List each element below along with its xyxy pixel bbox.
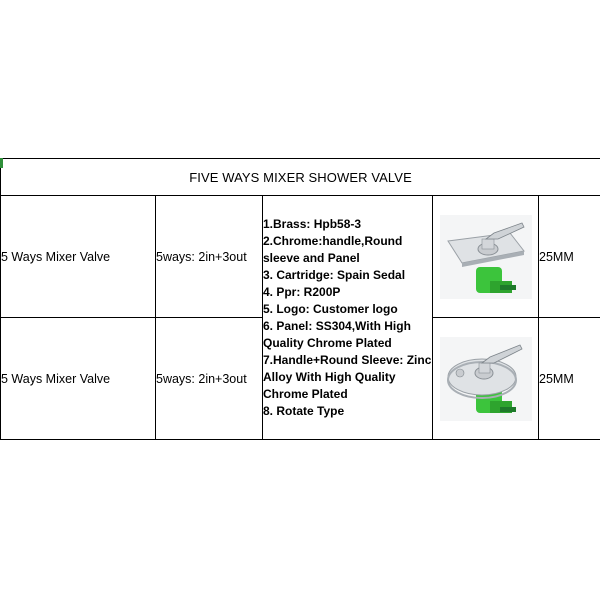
product-image-cell bbox=[433, 318, 539, 440]
ways-cell: 5ways: 2in+3out bbox=[156, 318, 263, 440]
spec-line: 8. Rotate Type bbox=[263, 403, 345, 418]
table-title: FIVE WAYS MIXER SHOWER VALVE bbox=[1, 159, 600, 196]
spec-list-cell bbox=[263, 196, 433, 440]
size-cell: 25MM bbox=[539, 196, 600, 318]
size-cell: 25MM bbox=[539, 318, 600, 440]
spec-line: 5. Logo: Customer logo bbox=[263, 301, 398, 316]
spec-line: 7.Handle+Round Sleeve: Zinc Alloy With High Quality Chrome Plated bbox=[263, 352, 432, 401]
round-panel-mixer-valve-photo bbox=[440, 337, 532, 421]
product-name-cell: 5 Ways Mixer Valve bbox=[1, 318, 156, 440]
spec-line: 6. Panel: SS304,With High Quality Chrome Plated bbox=[263, 318, 411, 350]
green-marker bbox=[0, 158, 3, 168]
spec-sheet bbox=[0, 158, 600, 440]
spec-line: 4. Ppr: R200P bbox=[263, 284, 341, 299]
product-name-cell: 5 Ways Mixer Valve bbox=[1, 196, 156, 318]
product-spec-table bbox=[0, 158, 600, 440]
spec-line: 2.Chrome:handle,Round sleeve and Panel bbox=[263, 233, 403, 265]
square-panel-mixer-valve-photo bbox=[440, 215, 532, 299]
ways-cell: 5ways: 2in+3out bbox=[156, 196, 263, 318]
spec-line: 3. Cartridge: Spain Sedal bbox=[263, 267, 406, 282]
table-row bbox=[1, 196, 600, 318]
product-image-cell bbox=[433, 196, 539, 318]
spec-line: 1.Brass: Hpb58-3 bbox=[263, 216, 362, 231]
